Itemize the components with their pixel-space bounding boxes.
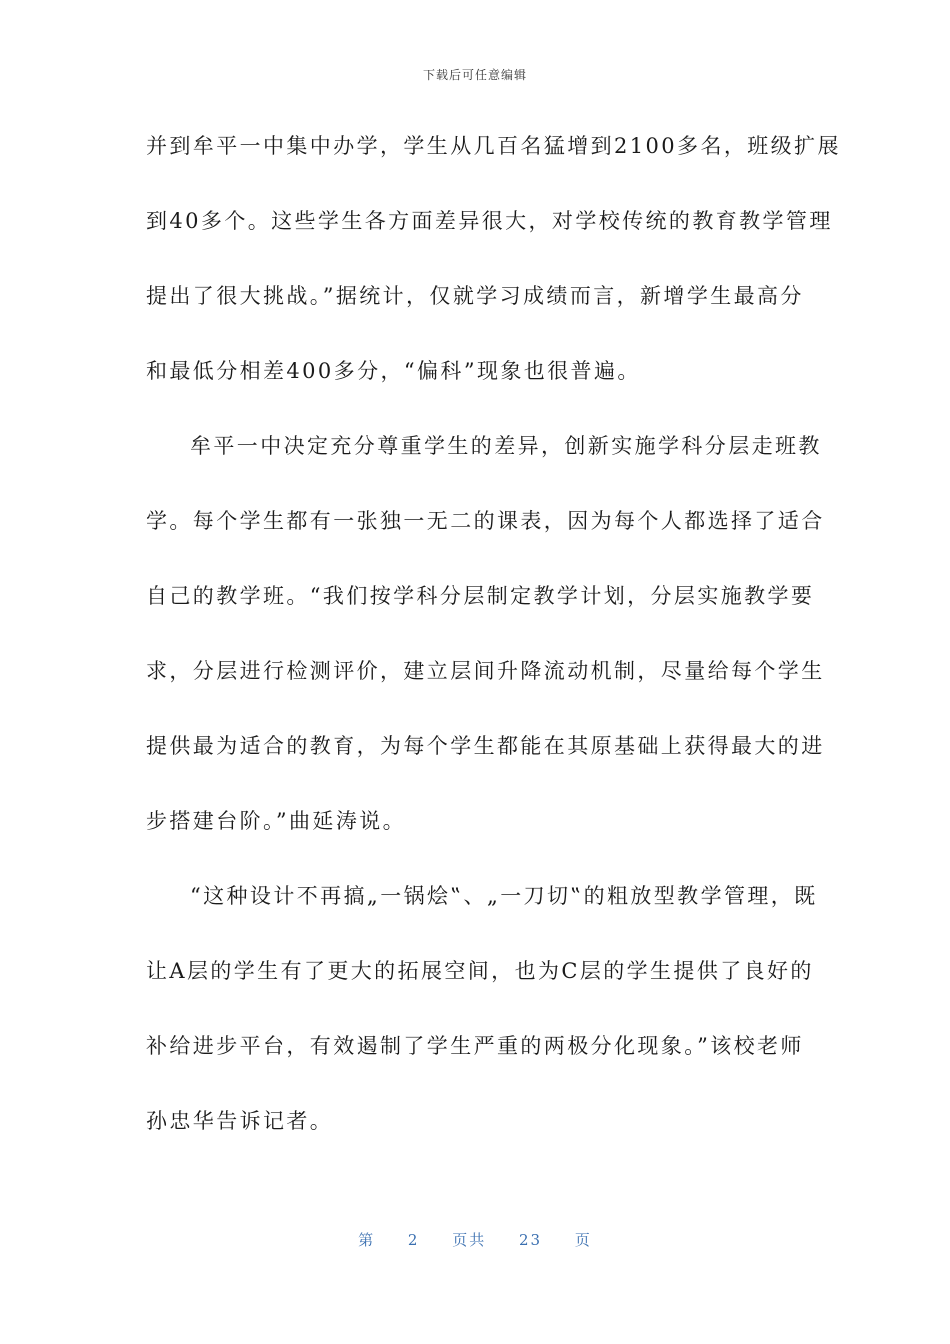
paragraph-2-line-2: 学。每个学生都有一张独一无二的课表，因为每个人都选择了适合 [146,509,825,533]
paragraph-2-line-1: 牟平一中决定充分尊重学生的差异，创新实施学科分层走班教 [190,434,822,458]
paragraph-2-line-5: 提供最为适合的教育，为每个学生都能在其原基础上获得最大的进 [146,734,825,758]
paragraph-3-line-4: 孙忠华告诉记者。 [146,1109,334,1133]
paragraph-1-line-2: 到40多个。这些学生各方面差异很大，对学校传统的教育教学管理 [146,209,833,233]
paragraph-1-line-3: 提出了很大挑战。”据统计，仅就学习成绩而言，新增学生最高分 [146,284,804,308]
current-page-number: 2 [407,1231,420,1249]
paragraph-3-line-1: “这种设计不再搞„一锅烩‟、„一刀切‟的粗放型教学管理，既 [190,884,818,908]
page-footer [0,1229,950,1250]
paragraph-2-line-3: 自己的教学班。“我们按学科分层制定教学计划，分层实施教学要 [146,584,815,608]
footer-suffix: 页 [574,1231,592,1249]
footer-prefix: 第 [358,1231,376,1249]
page-header: 下载后可任意编辑 [422,68,527,82]
paragraph-2-line-4: 求，分层进行检测评价，建立层间升降流动机制，尽量给每个学生 [146,659,825,683]
paragraph-3-line-3: 补给进步平台，有效遏制了学生严重的两极分化现象。”该校老师 [146,1034,804,1058]
paragraph-3-line-2: 让A层的学生有了更大的拓展空间，也为C层的学生提供了良好的 [146,959,814,983]
paragraph-2-line-6: 步搭建台阶。”曲延涛说。 [146,809,407,833]
paragraph-1-line-1: 并到牟平一中集中办学，学生从几百名猛增到2100多名，班级扩展 [146,134,841,158]
footer-middle: 页共 [452,1231,487,1249]
document-body [146,109,841,1159]
paragraph-1-line-4: 和最低分相差400多分，“偏科”现象也很普遍。 [146,359,641,383]
total-page-count: 23 [519,1231,543,1249]
